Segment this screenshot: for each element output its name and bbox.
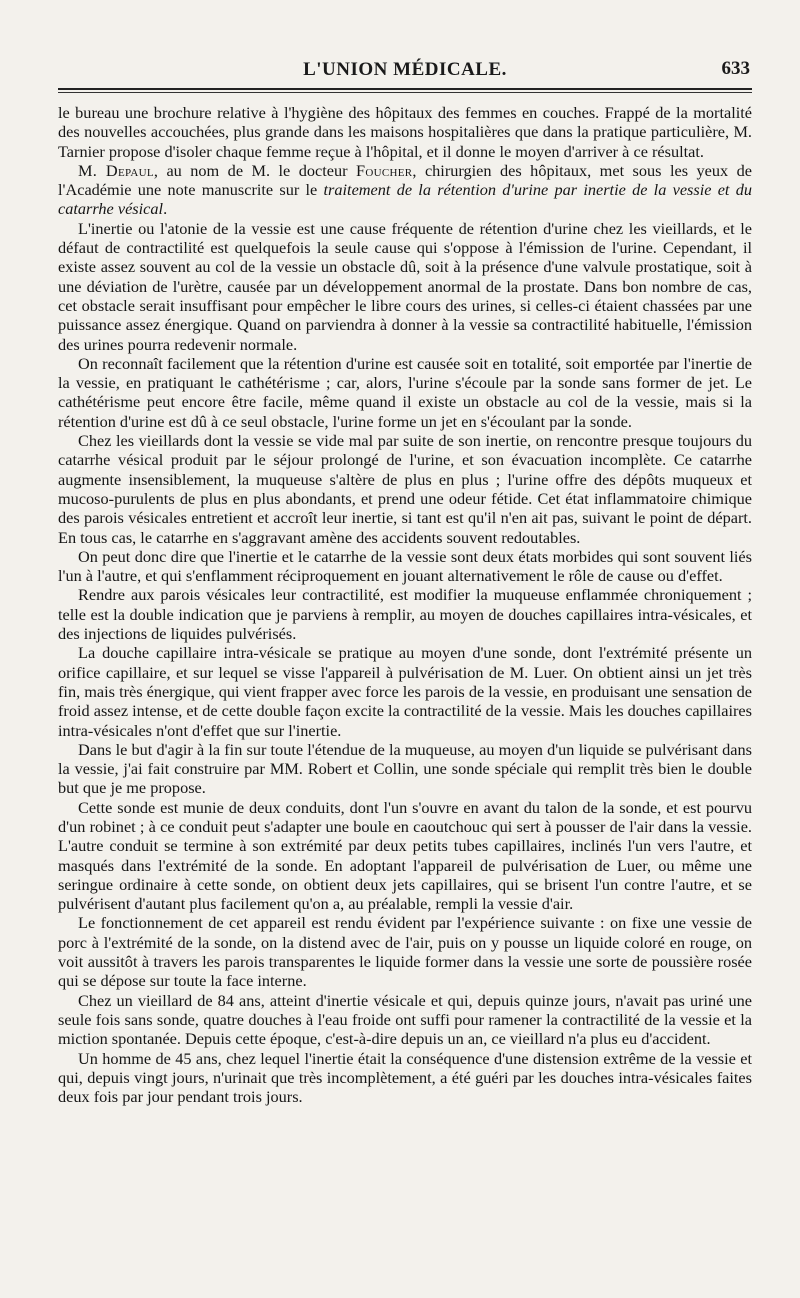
page-number: 633 <box>721 58 750 79</box>
header-rule-thin <box>58 92 752 93</box>
paragraph: La douche capillaire intra-vésicale se pratique au moyen d'une sonde, dont l'extrémité présente un orifice capillaire, et sur lequel se visse l'appareil à pulvérisation de M. Luer. On obtient ainsi un jet très fin, mais très énergique, qui vient frapper avec force les parois de la vessie, en produisant une sensation de froid assez intense, et de cette double façon excite la contractilité de la vessie. Mais les douches capillaires intra-vésicales n'ont d'effet que sur l'inertie. <box>58 643 752 740</box>
page-header <box>58 55 752 85</box>
note-title: traitement de la rétention d'urine par inertie de la vessie et du catarrhe vésical <box>58 180 752 219</box>
paragraph: On peut donc dire que l'inertie et le catarrhe de la vessie sont deux états morbides qui sont souvent liés l'un à l'autre, et qui s'enflamment réciproquement en jouant alternativement le rôle de cause ou d'effet. <box>58 546 752 586</box>
paragraph <box>58 161 752 219</box>
paragraph: Rendre aux parois vésicales leur contractilité, est modifier la muqueuse enflammée chroniquement ; telle est la double indication que je parviens à remplir, au moyen de douches capillaires intra-vésicales, et des injections de liquides pulvérisés. <box>58 585 752 644</box>
paragraph: Cette sonde est munie de deux conduits, dont l'un s'ouvre en avant du talon de la sonde, et est pourvu d'un robinet ; à ce conduit peut s'adapter une boule en caoutchouc qui sert à pousser de l'air dans la vessie. L'autre conduit se termine à son extrémité par deux petits tubes capillaires, inclinés l'un vers l'autre, et masqués dans l'extrémité de la sonde. En adoptant l'appareil de pulvérisation de Luer, ou même une seringue ordinaire à cette sonde, on obtient deux jets capillaires, qui se brisent l'un contre l'autre, et se pulvérisent d'autant plus facilement qu'on a, au préalable, rempli la vessie d'air. <box>58 797 752 914</box>
paragraph: Dans le but d'agir à la fin sur toute l'étendue de la muqueuse, au moyen d'un liquide se pulvérisant dans la vessie, j'ai fait construire par MM. Robert et Collin, une sonde spéciale qui remplit très bien le double but que je me propose. <box>58 739 752 798</box>
paragraph: Chez les vieillards dont la vessie se vide mal par suite de son inertie, on rencontre presque toujours du catarrhe vésical produit par le séjour prolongé de l'urine, et son évacuation incomplète. Ce catarrhe augmente insensiblement, la muqueuse s'altère de plus en plus ; l'urine offre des dépôts muqueux et mucoso-purulents de plus en plus abondants, et prend une odeur fétide. Cet état inflammatoire chimique des parois vésicales entretient et accroît leur inertie, si tant est qu'il n'en ait pas, suivant le point de départ. En tous cas, le catarrhe en s'aggravant amène des accidents souvent redoutables. <box>58 431 752 547</box>
author-name: Foucher <box>356 160 413 180</box>
author-name: M. Depaul <box>78 160 154 180</box>
paragraph: On reconnaît facilement que la rétention d'urine est causée soit en totalité, soit emportée par l'inertie de la vessie, en pratiquant le cathétérisme ; car, alors, l'urine s'écoule par la sonde sans former de jet. Le cathétérisme peut encore être facile, même quand il existe un obstacle au col de la vessie, mais si la rétention d'urine est dû à ce seul obstacle, l'urine forme un jet en s'écoulant par la sonde. <box>58 353 752 431</box>
text-run: , au nom de M. le docteur <box>153 160 357 180</box>
paragraph: Le fonctionnement de cet appareil est rendu évident par l'expérience suivante : on fixe une vessie de porc à l'extrémité de la sonde, on la distend avec de l'air, puis on y pousse un liquide coloré en rouge, on voit aussitôt à travers les parois transparentes le liquide former dans la vessie une sorte de poussière rosée qui se dépose sur toute la face interne. <box>58 913 752 991</box>
paragraph: L'inertie ou l'atonie de la vessie est une cause fréquente de rétention d'urine chez les vieillards, et le défaut de contractilité est quelquefois la seule cause qui s'oppose à l'émission de l'urine. Cependant, il existe assez souvent au col de la vessie un obstacle dû, soit à la présence d'une valvule prostatique, soit à une déviation de l'urètre, causée par un développement anormal de la prostate. Dans bon nombre de cas, cet obstacle serait insuffisant pour empêcher le libre cours des urines, si celles-ci étaient chassées par une puissance assez énergique. Quand on parviendra à donner à la vessie sa contractilité habituelle, l'émission des urines pourra redevenir normale. <box>58 218 752 354</box>
paragraph: Un homme de 45 ans, chez lequel l'inertie était la conséquence d'une distension extrême de la vessie et qui, depuis vingt jours, n'urinait que très incomplètement, a été guéri par les douches intra-vésicales faites deux fois par jour pendant trois jours. <box>58 1048 752 1107</box>
header-rule <box>58 88 752 90</box>
text-run: . <box>163 199 168 219</box>
paragraph: le bureau une brochure relative à l'hygiène des hôpitaux des femmes en couches. Frappé de la mortalité des nouvelles accouchées, plus grande dans les maisons hospitalières que dans la pratique particulière, M. Tarnier propose d'isoler chaque femme reçue à l'hôpital, et il donne le moyen d'arriver à ce résultat. <box>58 103 752 161</box>
article-body <box>58 103 752 1106</box>
running-title: L'UNION MÉDICALE. <box>303 59 507 80</box>
text-run: , chirurgien des hôpitaux, met sous les yeux de l'Académie une note manuscrite sur le <box>58 160 753 200</box>
paragraph: Chez un vieillard de 84 ans, atteint d'inertie vésicale et qui, depuis quinze jours, n'avait pas uriné une seule fois sans sonde, quatre douches à l'eau froide ont suffi pour ramener la contractilité de la vessie et la miction spontanée. Depuis cette époque, c'est-à-dire depuis un an, ce vieillard n'a plus eu d'accident. <box>58 990 752 1049</box>
